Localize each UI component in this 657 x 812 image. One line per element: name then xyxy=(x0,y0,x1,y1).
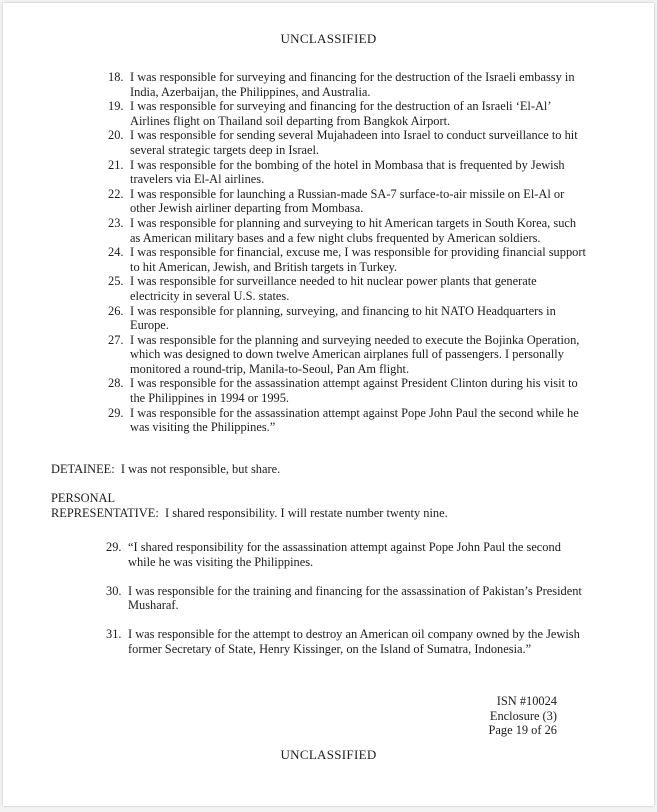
statement-item xyxy=(108,158,588,187)
statement-text: I was responsible for launching a Russian-made SA-7 surface-to-air missile on El-Al or other Jewish airliner departing from Mombasa. xyxy=(130,186,565,216)
statement-number: 29. xyxy=(106,540,122,554)
detainee-text: I was not responsible, but share. xyxy=(120,462,281,476)
enclosure-label: Enclosure (3) xyxy=(489,708,557,723)
statement-text: I was responsible for the assassination attempt against Pope John Paul the second while he was visiting the Philippines.” xyxy=(130,405,579,435)
statement-text: I was responsible for the assassination attempt against President Clinton during his visit to the Philippines in 1994 or 1995. xyxy=(130,376,578,406)
statement-number: 20. xyxy=(108,128,124,143)
statement-item xyxy=(106,627,586,656)
personal-representative-block xyxy=(51,491,591,520)
statement-item xyxy=(108,333,588,377)
statement-number: 25. xyxy=(108,274,124,289)
statement-number: 29. xyxy=(108,405,124,420)
statement-item xyxy=(108,128,588,157)
statement-item xyxy=(108,245,588,274)
statement-item xyxy=(108,187,588,216)
statement-text: I was responsible for surveying and financing for the destruction of the Israeli embassy in India, Azerbaijan, the Philippines, and Australia. xyxy=(130,70,575,99)
statement-number: 19. xyxy=(108,99,124,114)
statement-list-1 xyxy=(108,70,588,435)
statement-text: I was responsible for planning and surveying to hit American targets in South Korea, such as American military bases and a few night clubs frequented by American soldiers. xyxy=(130,215,577,245)
statement-number: 27. xyxy=(108,332,124,347)
page-number: Page 19 of 26 xyxy=(488,723,557,738)
statement-text: I was responsible for the attempt to destroy an American oil company owned by the Jewish former Secretary of State, Henry Kissinger, on the Island of Sumatra, Indonesia.” xyxy=(128,627,580,656)
statement-number: 28. xyxy=(108,376,124,391)
statement-number: 23. xyxy=(108,215,124,230)
statement-text: “I shared responsibility for the assassination attempt against Pope John Paul the second while he was visiting the Philippines. xyxy=(128,540,561,569)
statement-text: I was responsible for planning, surveying, and financing to hit NATO Headquarters in Europe. xyxy=(130,303,556,333)
statement-number: 31. xyxy=(106,627,122,642)
statement-number: 26. xyxy=(108,303,124,318)
statement-item xyxy=(108,304,588,333)
statement-item xyxy=(108,99,588,128)
statement-text: I was responsible for financial, excuse me, I was responsible for providing financial support to hit American, Jewish, and British targets in Turkey. xyxy=(130,245,586,274)
statement-number: 21. xyxy=(108,157,124,172)
statement-text: I was responsible for the planning and surveying needed to execute the Bojinka Operation, which was designed to down twelve American airplanes full of passengers. I personally monitored a round-trip, Manila-to-Seoul, Pan Am flight. xyxy=(130,332,580,376)
statement-item xyxy=(108,216,588,245)
detainee-label: DETAINEE: xyxy=(51,462,115,476)
document-reference xyxy=(443,694,557,738)
document-page xyxy=(3,3,654,806)
statement-text: I was responsible for the training and financing for the assassination of Pakistan’s President Musharaf. xyxy=(128,583,582,613)
statement-item xyxy=(108,274,588,303)
statement-item xyxy=(108,406,588,435)
statement-text: I was responsible for sending several Mujahadeen into Israel to conduct surveillance to hit several strategic targets deep in Israel. xyxy=(130,128,578,157)
statement-text: I was responsible for the bombing of the hotel in Mombasa that is frequented by Jewish travelers via El-Al airlines. xyxy=(130,157,565,187)
statement-item xyxy=(106,540,586,569)
detainee-line xyxy=(51,462,591,477)
statement-text: I was responsible for surveying and financing for the destruction of an Israeli ‘El-Al’ Airlines flight on Thailand soil departing from Bangkok Airport. xyxy=(130,99,551,128)
statement-number: 18. xyxy=(108,70,124,84)
statement-item xyxy=(108,70,588,99)
classification-footer: UNCLASSIFIED xyxy=(280,747,377,762)
statement-item xyxy=(108,376,588,405)
statement-number: 24. xyxy=(108,245,124,260)
statement-number: 30. xyxy=(106,583,122,598)
isn-number: ISN #10024 xyxy=(496,694,557,708)
statement-text: I was responsible for surveillance needed to hit nuclear power plants that generate electricity in several U.S. states. xyxy=(130,274,537,303)
statement-item xyxy=(106,584,586,613)
statement-number: 22. xyxy=(108,186,124,201)
personal-rep-label-line1: PERSONAL xyxy=(51,491,116,505)
classification-header: UNCLASSIFIED xyxy=(280,31,377,46)
statement-list-2 xyxy=(106,540,586,671)
personal-rep-text: I shared responsibility. I will restate number twenty nine. xyxy=(164,505,448,520)
personal-rep-label-line2: REPRESENTATIVE: xyxy=(51,505,159,520)
